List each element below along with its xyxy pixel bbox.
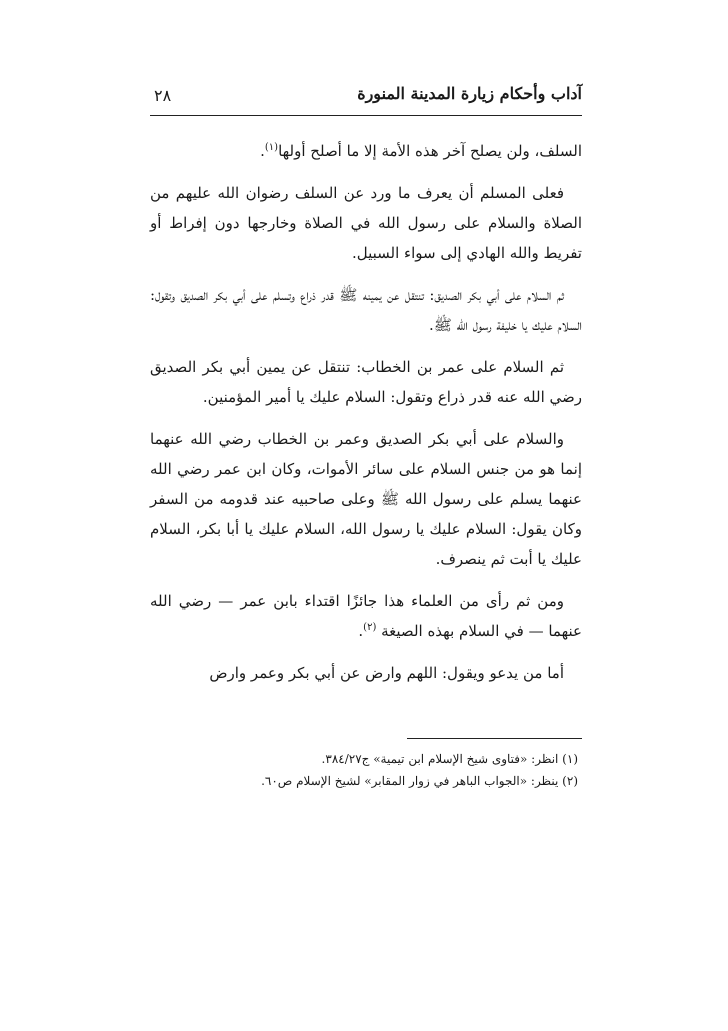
page-header <box>150 84 582 112</box>
footnote-rule <box>407 738 582 739</box>
running-title: آداب وأحكام زيارة المدينة المنورة <box>357 84 582 103</box>
paragraph: ثم السلام على أبي بكر الصديق: تنتقل عن يمينه ﷺ قدر ذراع وتسلم على أبي بكر الصديق وتقول: السلام عليك يا خليفة رسول الله ﷺ. <box>150 286 582 334</box>
footnotes <box>150 748 582 792</box>
footnote-ref[interactable]: (١) <box>264 142 279 153</box>
paragraph: ثم السلام على عمر بن الخطاب: تنتقل عن يمين أبي بكر الصديق رضي الله عنه قدر ذراع وتقول: السلام عليك يا أمير المؤمنين. <box>150 358 582 406</box>
footnote-ref[interactable]: (٢) <box>363 622 377 633</box>
paragraph: أما من يدعو ويقول: اللهم وارض عن أبي بكر وعمر وارض <box>209 664 564 682</box>
document-page <box>150 0 582 1031</box>
paragraph: فعلى المسلم أن يعرف ما ورد عن السلف رضوان الله عليهم من الصلاة والسلام على رسول الله في الصلاة وخارجها دون إفراط أو تفريط والله الهادي إلى سواء السبيل. <box>150 184 582 262</box>
paragraph: والسلام على أبي بكر الصديق وعمر بن الخطاب رضي الله عنهما إنما هو من جنس السلام على سائر الأموات، وكان ابن عمر رضي الله عنهما يسلم على رسول الله ﷺ وعلى صاحبيه عند قدومه من السفر وكان يقول: السلام عليك يا رسول الله، السلام عليك يا أبا بكر، السلام عليك يا أبت ثم ينصرف. <box>150 430 582 568</box>
page-number: ٢٨ <box>154 86 172 105</box>
body-text <box>150 136 582 700</box>
paragraph: السلف، ولن يصلح آخر هذه الأمة إلا ما أصلح أولها$^{(١)}$. <box>260 142 582 160</box>
paragraph: ومن ثم رأى من العلماء هذا جائزًا اقتداء بابن عمر — رضي الله عنهما — في السلام بهذه الصيغة $^{(٢)}$. <box>150 592 582 640</box>
footnote: (٢) ينظر: «الجواب الباهر في زوار المقابر» لشيخ الإسلام ص٦٠. <box>261 774 578 788</box>
header-rule <box>150 115 582 116</box>
footnote: (١) انظر: «فتاوى شيخ الإسلام ابن تيمية» ج٣٨٤/٢٧. <box>321 752 578 766</box>
